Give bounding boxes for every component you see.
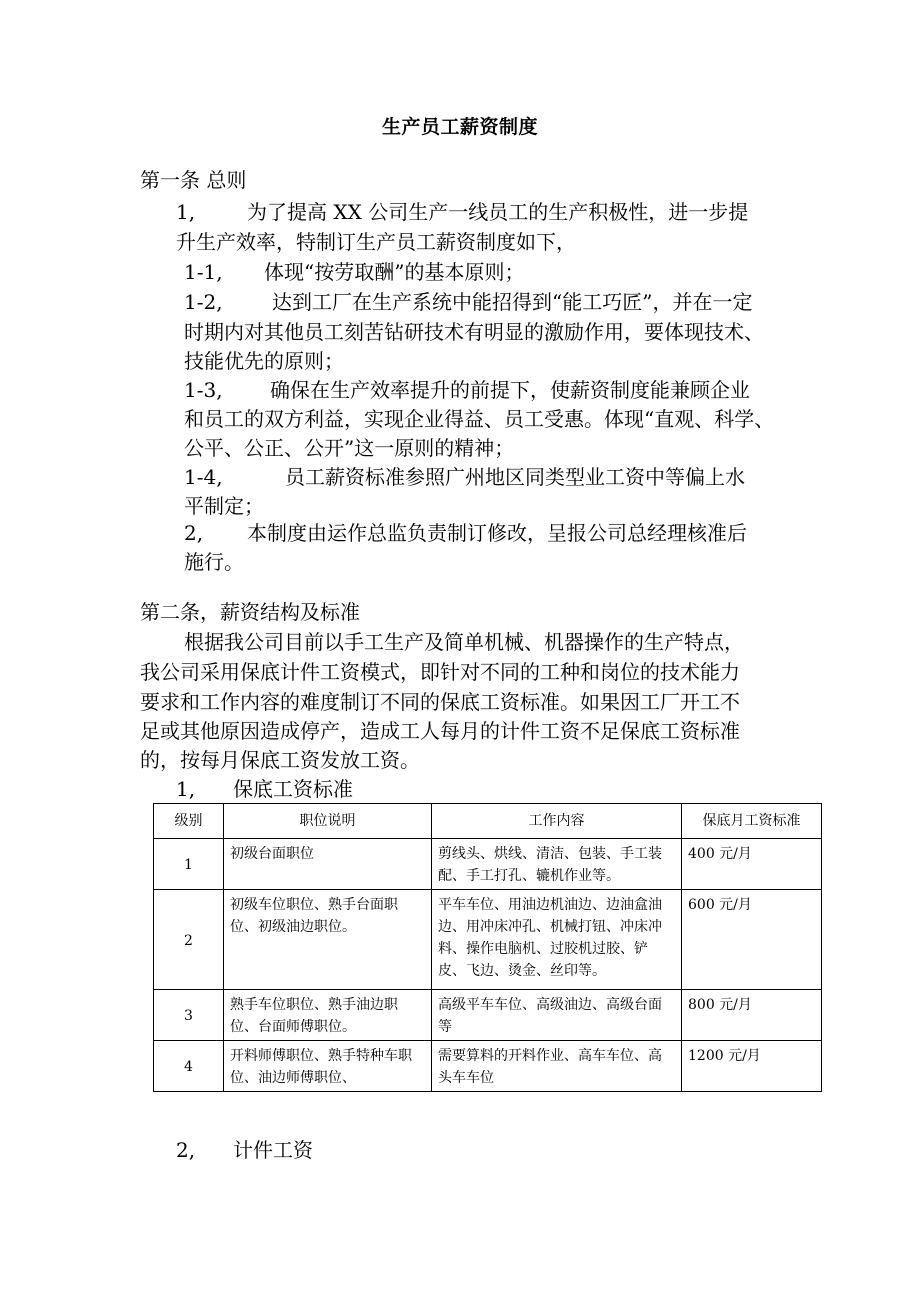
- clause-1-3-line: 公平、公正、公开”这一原则的精神；: [184, 436, 515, 460]
- article1-heading: 第一条 总则: [140, 168, 247, 192]
- article2-paragraph-line: 根据我公司目前以手工生产及简单机械、机器操作的生产特点，: [184, 630, 744, 654]
- wage-standard-table: [153, 803, 822, 1092]
- position-cell: 初级车位职位、熟手台面职位、初级油边职位。: [224, 890, 432, 990]
- header-level: 级别: [154, 804, 224, 839]
- clause-1-2-line: 技能优先的原则；: [184, 349, 344, 373]
- section2-number: 2,: [176, 1138, 196, 1162]
- article2-paragraph-line: 要求和工作内容的难度制订不同的保底工资标准。如果因工厂开工不: [140, 690, 740, 714]
- header-position: 职位说明: [224, 804, 432, 839]
- content-cell: 剪线头、烘线、清洁、包装、手工装配、手工打孔、辘机作业等。: [432, 839, 682, 890]
- clause-1-2-line: 时期内对其他员工刻苦钻研技术有明显的激励作用，要体现技术、: [184, 320, 764, 344]
- item1-line: 为了提高 XX 公司生产一线员工的生产积极性，进一步提: [247, 200, 749, 224]
- level-cell: 2: [154, 890, 224, 990]
- article2-heading: 第二条，薪资结构及标准: [140, 600, 360, 624]
- table-row: [154, 1041, 822, 1092]
- clause-1-2-number: 1-2,: [184, 290, 223, 314]
- item1-number: 1,: [176, 200, 196, 224]
- clause-1-4-line: 员工薪资标准参照广州地区同类型业工资中等偏上水: [285, 465, 745, 489]
- clause-1-4-number: 1-4,: [184, 465, 223, 489]
- header-standard: 保底月工资标准: [682, 804, 822, 839]
- clause-1-3-line: 确保在生产效率提升的前提下，使薪资制度能兼顾企业: [270, 378, 750, 402]
- article2-paragraph-line: 的，按每月保底工资发放工资。: [140, 748, 420, 772]
- clause-1-2-line: 达到工厂在生产系统中能招得到“能工巧匠”，并在一定: [272, 290, 753, 314]
- level-cell: 1: [154, 839, 224, 890]
- section1-number: 1,: [176, 777, 196, 801]
- clause-1-4-line: 平制定；: [184, 494, 264, 518]
- content-cell: 高级平车车位、高级油边、高级台面等: [432, 990, 682, 1041]
- section2-title: 计件工资: [233, 1138, 313, 1162]
- standard-cell: 600 元/月: [682, 890, 822, 990]
- content-cell: 平车车位、用油边机油边、边油盒油边、用冲床冲孔、机械打钮、冲床冲料、操作电脑机、过胶机过胶、铲皮、飞边、烫金、丝印等。: [432, 890, 682, 990]
- item2-line: 施行。: [184, 550, 244, 574]
- standard-cell: 800 元/月: [682, 990, 822, 1041]
- position-cell: 开料师傅职位、熟手特种车职位、油边师傅职位、: [224, 1041, 432, 1092]
- article2-paragraph-line: 我公司采用保底计件工资模式，即针对不同的工种和岗位的技术能力: [140, 660, 740, 684]
- standard-cell: 400 元/月: [682, 839, 822, 890]
- section1-title: 保底工资标准: [233, 777, 353, 801]
- item2-line: 本制度由运作总监负责制订修改，呈报公司总经理核准后: [247, 521, 747, 545]
- clause-1-3-line: 和员工的双方利益，实现企业得益、员工受惠。体现“直观、科学、: [184, 407, 775, 431]
- position-cell: 初级台面职位: [224, 839, 432, 890]
- level-cell: 3: [154, 990, 224, 1041]
- clause-1-1-number: 1-1,: [184, 260, 223, 284]
- clause-1-1-text: 体现“按劳取酬”的基本原则；: [264, 260, 525, 284]
- item2-number: 2,: [184, 521, 204, 545]
- table-header-row: [154, 804, 822, 839]
- header-content: 工作内容: [432, 804, 682, 839]
- article2-paragraph-line: 足或其他原因造成停产，造成工人每月的计件工资不足保底工资标准: [140, 719, 740, 743]
- position-cell: 熟手车位职位、熟手油边职位、台面师傅职位。: [224, 990, 432, 1041]
- clause-1-3-number: 1-3,: [184, 378, 223, 402]
- page-title: 生产员工薪资制度: [381, 116, 538, 138]
- table-row: [154, 990, 822, 1041]
- level-cell: 4: [154, 1041, 224, 1092]
- table-row: [154, 839, 822, 890]
- standard-cell: 1200 元/月: [682, 1041, 822, 1092]
- item1-line: 升生产效率，特制订生产员工薪资制度如下，: [176, 230, 576, 254]
- content-cell: 需要算料的开料作业、高车车位、高头车车位: [432, 1041, 682, 1092]
- table-row: [154, 890, 822, 990]
